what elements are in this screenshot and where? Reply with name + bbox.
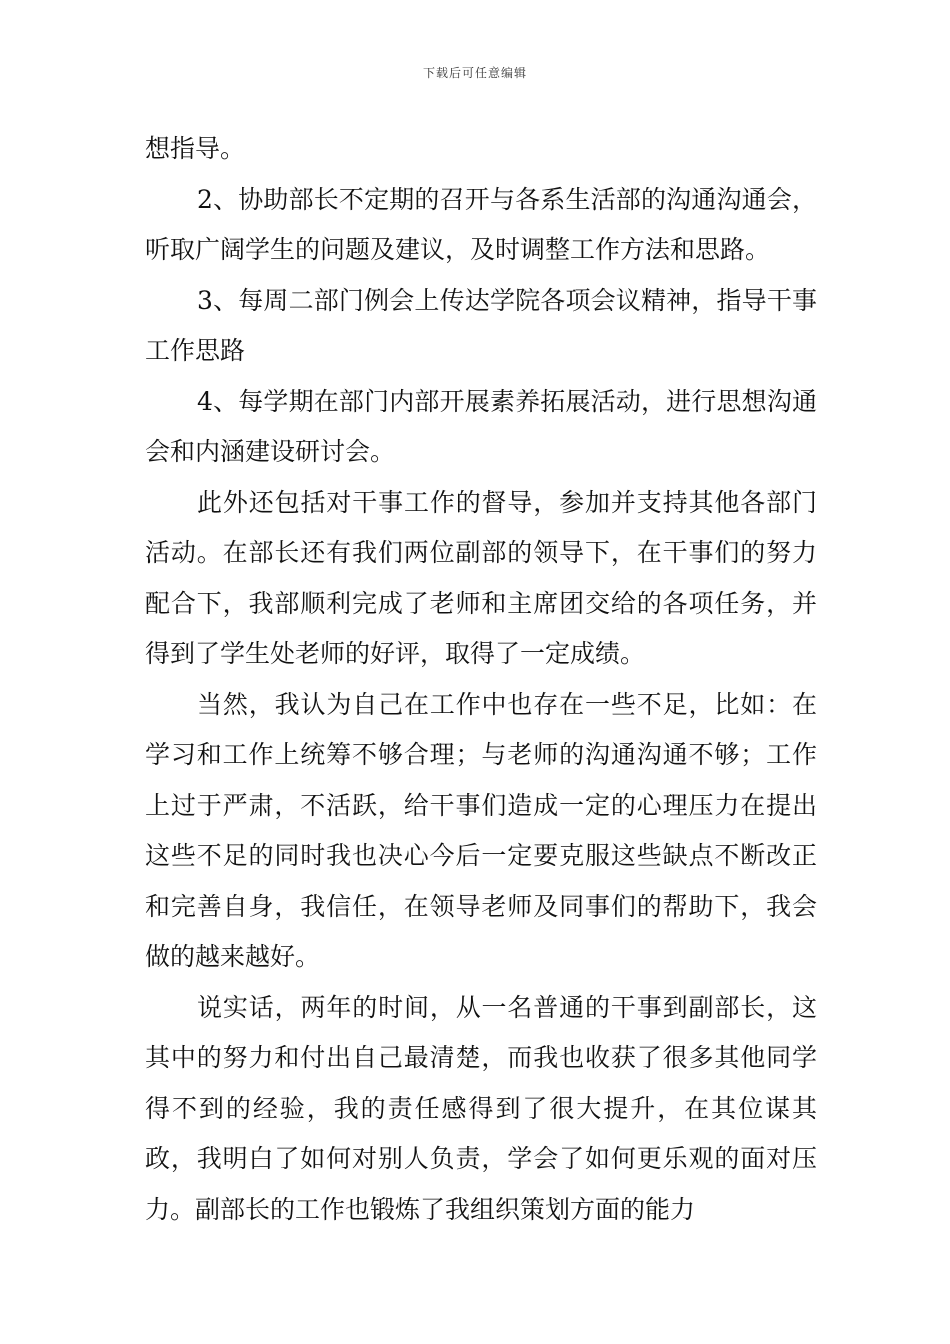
- paragraph-item-3: 3、每周二部门例会上传达学院各项会议精神，指导干事工作思路: [145, 285, 817, 365]
- header-note: 下载后可任意编辑: [422, 66, 527, 80]
- paragraph-item-2: 2、协助部长不定期的召开与各系生活部的沟通沟通会，听取广阔学生的问题及建议，及时调整工作方法和思路。: [145, 184, 817, 264]
- paragraph-reflection: 说实话，两年的时间，从一名普通的干事到副部长，这其中的努力和付出自己最清楚，而我也收获了很多其他同学得不到的经验，我的责任感得到了很大提升，在其位谋其政，我明白了如何对别人负责，学会了如何更乐观的面对压力。副部长的工作也锻炼了我组织策划方面的能力: [145, 992, 817, 1224]
- paragraph-shortcomings: 当然，我认为自己在工作中也存在一些不足，比如：在学习和工作上统筹不够合理；与老师的沟通沟通不够；工作上过于严肃，不活跃，给干事们造成一定的心理压力在提出这些不足的同时我也决心今后一定要克服这些缺点不断改正和完善自身，我信任，在领导老师及同事们的帮助下，我会做的越来越好。: [145, 689, 817, 971]
- paragraph-continuation: 想指导。: [145, 134, 246, 163]
- paragraph-additional-work: 此外还包括对干事工作的督导，参加并支持其他各部门活动。在部长还有我们两位副部的领导下，在干事们的努力配合下，我部顺利完成了老师和主席团交给的各项任务，并得到了学生处老师的好评，取得了一定成绩。: [145, 487, 817, 668]
- document-body: [145, 124, 817, 1235]
- paragraph-item-4: 4、每学期在部门内部开展素养拓展活动，进行思想沟通会和内涵建设研讨会。: [145, 386, 817, 466]
